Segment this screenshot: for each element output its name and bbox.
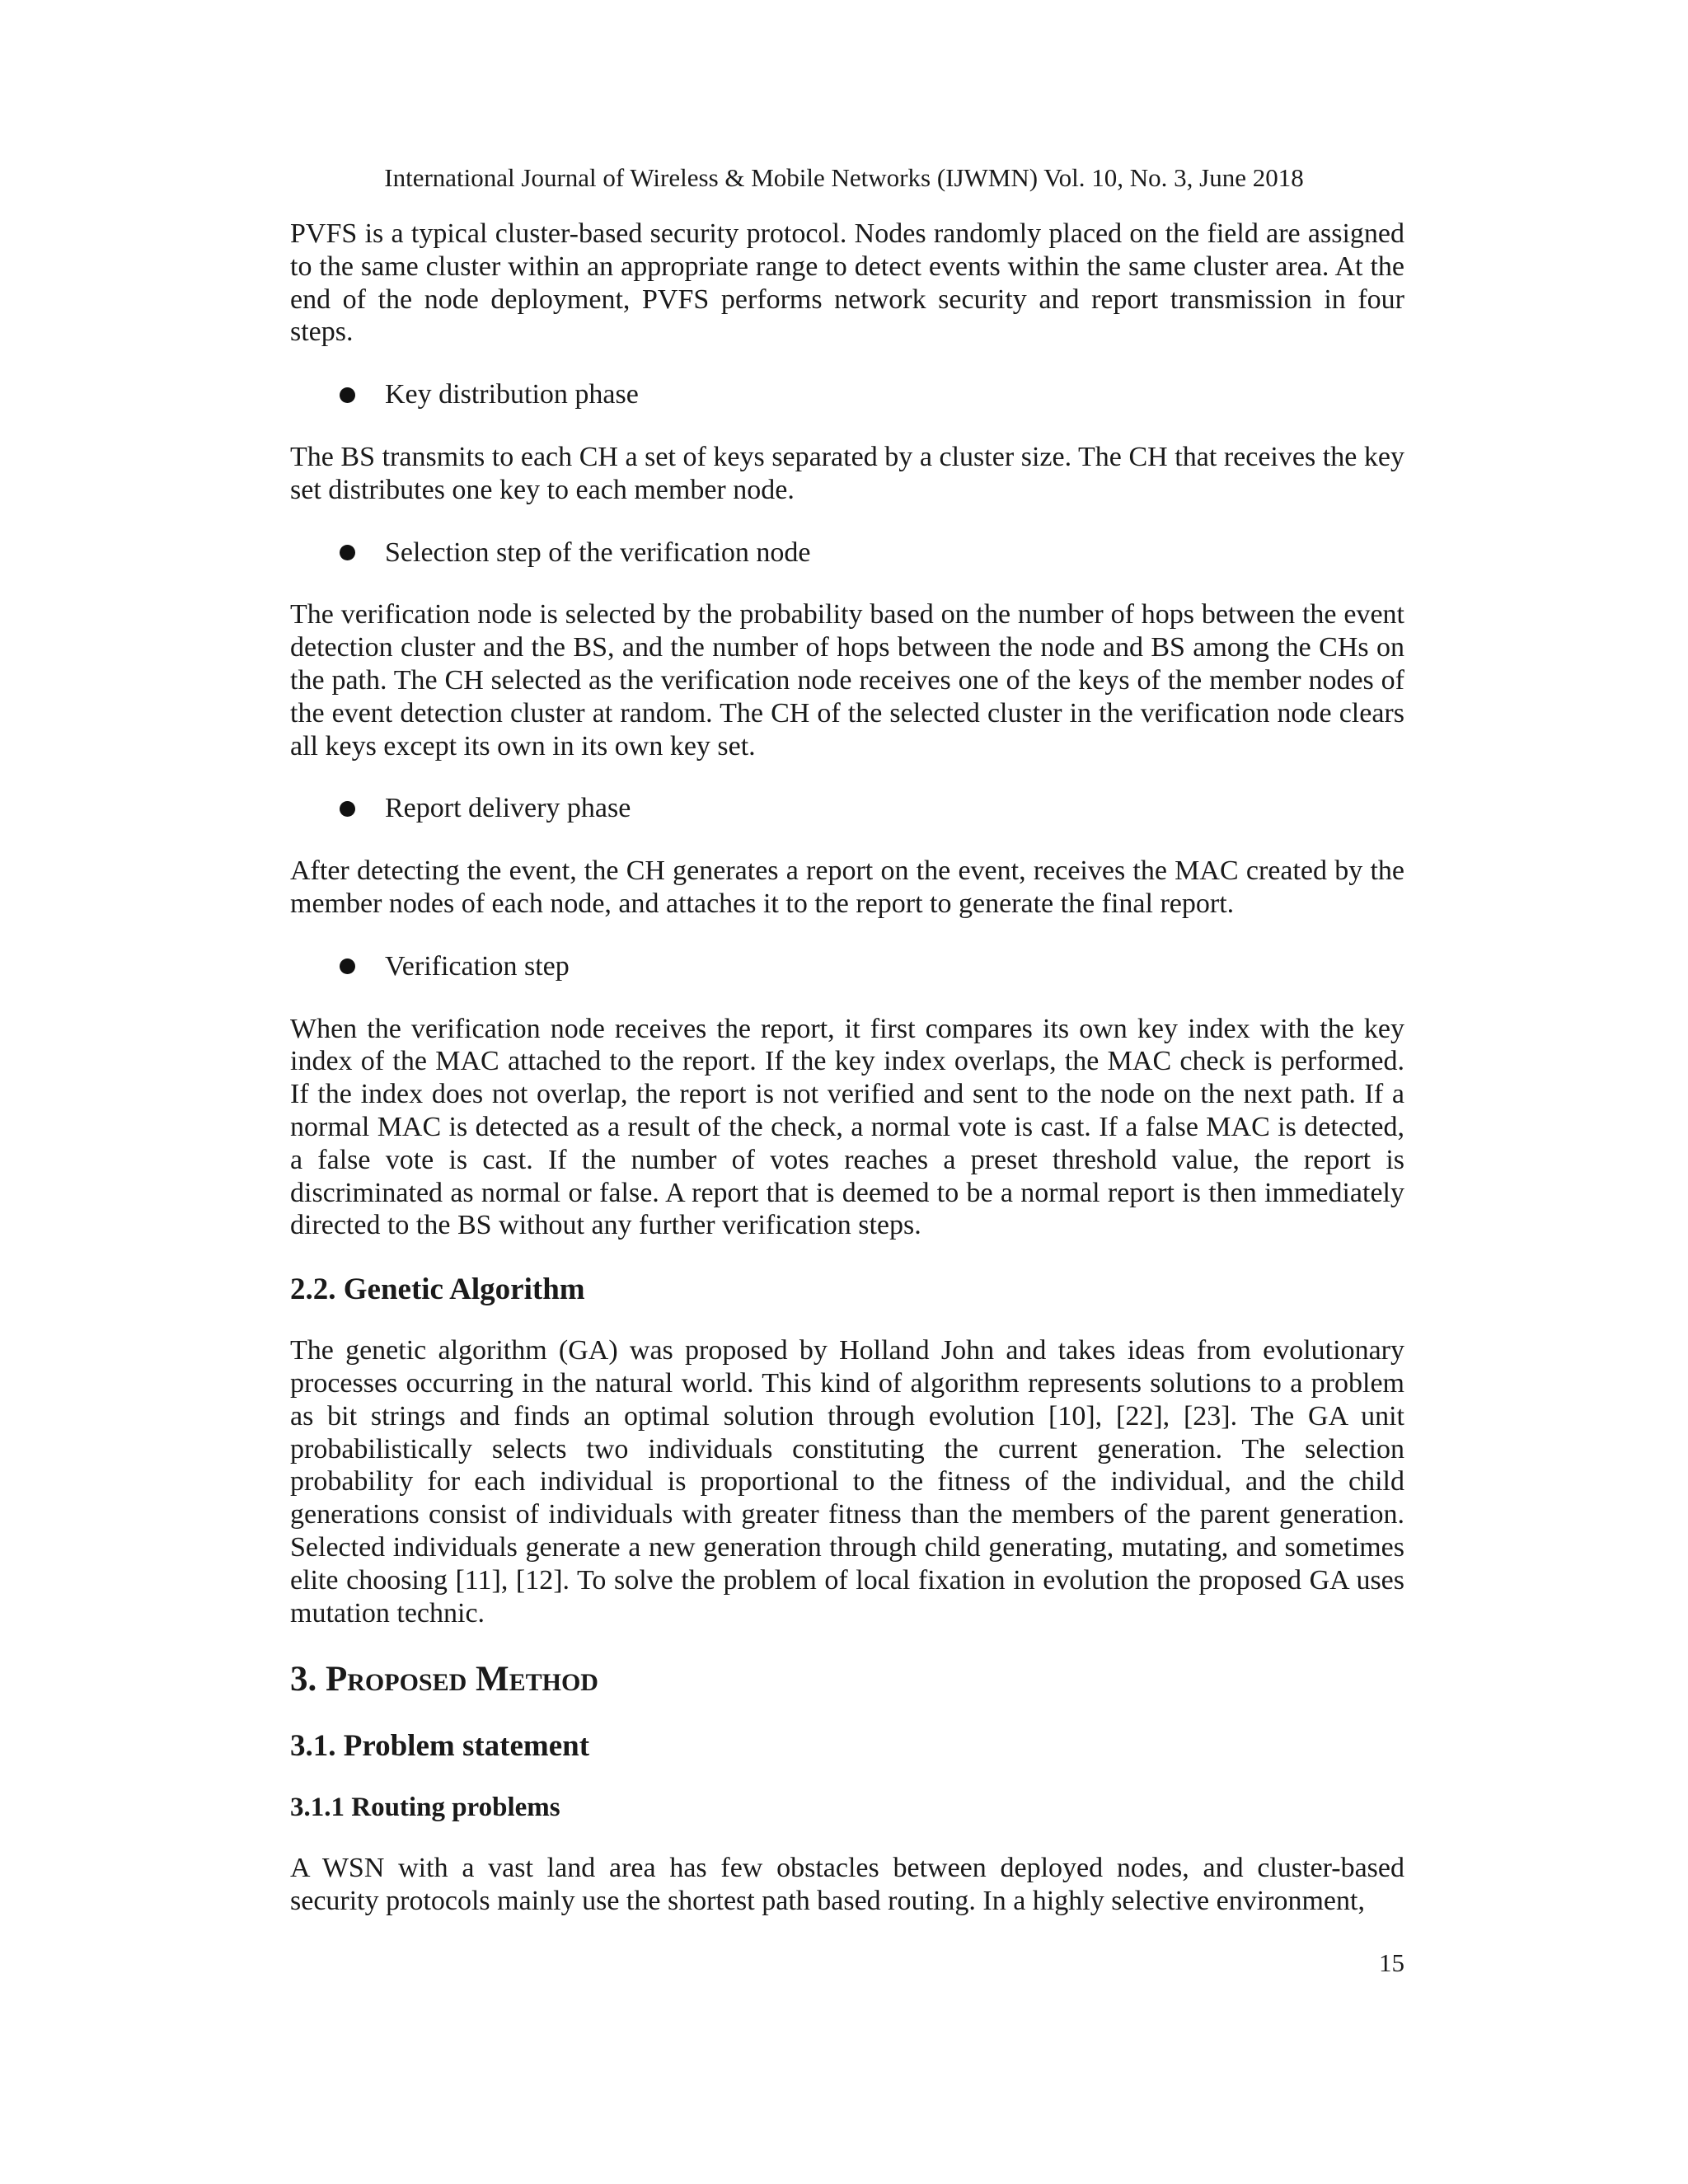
- paragraph-selection-step: The verification node is selected by the probability based on the number of hops between the event detection cluster and the BS, and the number of hops between the node and BS among the CHs on the path. The CH selected as the verification node receives one of the keys of the member nodes of the event detection cluster at random. The CH of the selected cluster in the verification node clears all keys except its own in its own key set.: [290, 599, 1404, 762]
- bullet-dot-icon: [340, 801, 355, 817]
- heading-genetic-algorithm: 2.2. Genetic Algorithm: [290, 1272, 585, 1307]
- bullet-label: Report delivery phase: [385, 793, 631, 824]
- page-body: [290, 218, 1404, 1918]
- bullet-dot-icon: [340, 545, 355, 560]
- paragraph-routing-problems: A WSN with a vast land area has few obstacles between deployed nodes, and cluster-based security protocols mainly use the shortest path based routing. In a highly selective environment,: [290, 1853, 1404, 1917]
- paragraph-key-distribution: The BS transmits to each CH a set of keys separated by a cluster size. The CH that receives the key set distributes one key to each member node.: [290, 441, 1404, 505]
- running-header: International Journal of Wireless & Mobile Networks (IJWMN) Vol. 10, No. 3, June 2018: [384, 163, 1304, 192]
- bullet-dot-icon: [340, 387, 355, 403]
- bullet-verification-step: [340, 950, 1404, 983]
- paragraph-report-delivery: After detecting the event, the CH generates a report on the event, receives the MAC created by the member nodes of each node, and attaches it to the report to generate the final report.: [290, 855, 1404, 919]
- heading-routing-problems: 3.1.1 Routing problems: [290, 1793, 560, 1823]
- page-number: 15: [1379, 1948, 1404, 1977]
- heading-proposed-method: 3. Proposed Method: [290, 1660, 598, 1699]
- paragraph-pvfs-intro: PVFS is a typical cluster-based security protocol. Nodes randomly placed on the field are assigned to the same cluster within an appropriate range to detect events within the same cluster area. At the end of the node deployment, PVFS performs network security and report transmission in four steps.: [290, 218, 1404, 348]
- bullet-dot-icon: [340, 958, 355, 974]
- paragraph-genetic-algorithm: The genetic algorithm (GA) was proposed by Holland John and takes ideas from evolutionary processes occurring in the natural world. This kind of algorithm represents solutions to a problem as bit strings and finds an optimal solution through evolution [10], [22], [23]. The GA unit probabilistically selects two individuals constituting the current generation. The selection probability for each individual is proportional to the fitness of the individual, and the child generations consist of individuals with greater fitness than the members of the parent generation. Selected individuals generate a new generation through child generating, mutating, and sometimes elite choosing [11], [12]. To solve the problem of local fixation in evolution the proposed GA uses mutation technic.: [290, 1335, 1404, 1629]
- bullet-label: Verification step: [385, 950, 570, 982]
- bullet-report-delivery: [340, 792, 1404, 825]
- paragraph-verification-step: When the verification node receives the report, it first compares its own key index with the key index of the MAC attached to the report. If the key index overlaps, the MAC check is performed. If the index does not overlap, the report is not verified and sent to the node on the next path. If a normal MAC is detected as a result of the check, a normal vote is cast. If a false MAC is detected, a false vote is cast. If the number of votes reaches a preset threshold value, the report is discriminated as normal or false. A report that is deemed to be a normal report is then immediately directed to the BS without any further verification steps.: [290, 1013, 1404, 1241]
- heading-problem-statement: 3.1. Problem statement: [290, 1729, 590, 1764]
- bullet-selection-step: [340, 537, 1404, 569]
- bullet-label: Key distribution phase: [385, 379, 639, 410]
- bullet-key-distribution: [340, 378, 1404, 411]
- bullet-label: Selection step of the verification node: [385, 537, 811, 568]
